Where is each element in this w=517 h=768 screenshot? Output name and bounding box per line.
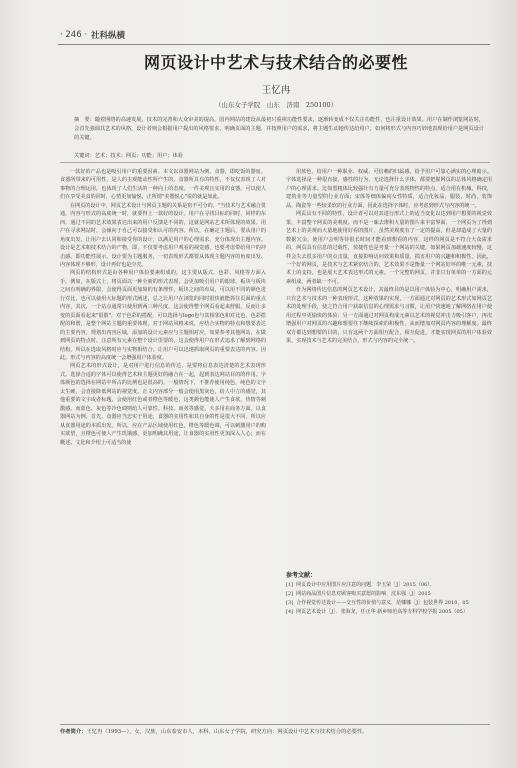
reference-text: 网页艺术设计［J］．张海龙，任正华 新乡师范高等专科学校学报 2005（05） <box>296 609 468 615</box>
paragraph: 在网页的设计中，网页艺术设计与网页主题的关系是密不可分的，"当技术与艺术融合贯通，内容与形式的高度统一时，就要得上一款好的设计。用户在寻找目标的同时，同样的东西，通过不同的艺术效果表达出来的用户反馈是不同的，这就是网站艺术所体现的效果。用户在寻求网站时，会倾向于自己可以接受和认可的内容。所以，在确定主题后，要从用户的角度出发，让用户去认同和接受你的设计，以满足用户的心理需求，充分体现出主题内容。设计是艺术和技术结合的产物，即，不仅要考虑用户观看的视觉感，也要考虑带给用户的冲击感、即功能性展示。设计要为主题服务，一切表现形式都要从体现主题内容的角度出发。内容体现不够形，设计再好也是空壳。 <box>60 202 266 268</box>
author-bio-label: 作者简介： <box>60 729 87 735</box>
reference-number: [1] <box>286 582 294 588</box>
reference-text: 网页设计中应用图片应注意的问题．李玉荣［J］2015（06）． <box>296 582 435 588</box>
left-column <box>60 168 266 720</box>
page-number: · 246 · <box>60 30 88 40</box>
paragraph: 网页具有不同的特性，设计者可以对其进行形式上的适当变化以达到用户想要的视觉效果，丰富整个网页的美观度。而不是一味去堆积大量的图片来丰富界面，一个网页为了得到艺术上的美观而大量地使用好看的图片，虽然美观度有了一定的提高，但是却造成了大量的数据冗余，使用户会明等待很长时间才能看到想看的内容，这样的网页是不符合大众需求的，网页具有信息的过载性，快捷性也是考量一个网站的关键。如果网页加载速度较慢，这样会失去很多用户的点击量，直接影响访问效果和质量，损害用户的兴趣和积极性。因此，一个好的网页，是技术与艺术紧密结合的，艺术效果不是衡量一个网站好坏的唯一元素，技术上的支持，也是展大艺术表达形式的元素。一个完整的网页，并非只有单单的一方面的元素组成，两者缺一不可。 <box>286 211 492 285</box>
author-name: 王忆冉 <box>261 85 291 96</box>
paragraph: 一款好的产品也是吸引用户的重要因素。本文以食器网站为例，食器，即吃饭的器皿。食器所带来的可用性，是人的主观能动性所产生的，食器所具有的特性，不仅仅表现了人对事物的合理运用，也体现了人们生活的一种向上的态度。一件美观且实用的食器，可以使人们在享受美食的同时，心情更加愉悦，正所谓"美器悦心"说的就是如此。 <box>60 169 266 201</box>
paragraph: 作为网络传达信息的网页艺术设计，其最终目的是以用户体验为中心，明确用户需求，只有艺术与技术的一种表现形式，这种效果的实现，一方面通过对网页的艺术形式如网页艺术的处理手段，使之符合用户获取信息的心理需求与习惯，让用户快速地了解网络在用户使用过程中更愉快的体验；另一方面通过对网页构成元素以艺术的视觉冲击力吸引客户，再次增强用户对网页的兴趣和想要往下继续探索的积极性，从而增加对网页内容的理解度。最终双方都达到想要的目的，只有这两个方面相互配合，相互促进，才能实现网页的用户体验效果，实现技术与艺术的完美结合，形式与内容的完全统一。 <box>286 287 492 345</box>
footer-divider <box>60 724 490 725</box>
reference-item <box>286 590 492 598</box>
paragraph: 网页的结构形式是由各种用户体验要素组成的，这主要从版式、色彩、风格等方面入手。例如，在版式上，将页面以一种全新的形式表现，会更加吸引用户的眼球。板块与板块之间有明确的界限，会使得页面更加简约有条理性，板块之间的布局，可以用不同的颜色进行对比，也可以使用大标题的形式阐述，总之让用户在浏览的同时很快就能抓住页面的重点内容，其次，一个站点通常只使用到两三种尺度，这会使得整个网页看起来舒服，反而让多变的页面看起来"很散"，对于色彩的搭配，可以选择与logo色与其相邻色和对比色，色彩搭配的和谐，是整个网站主题的重要体现。对于网站风格来说，应结合实物的特点和想要表达的主要内容，规划出内容区域，添加的设计元素应与主题相对应。如果参考其他网站，在做到网页的特点时，注意所有元素在整个设计里要的，这会使得用户在形式追求了解到网络的结构，所以在选取风格时应与实物相结合。让用户可以迅速抓取网页的重要表达的内容。因此，形式与内容的高度统一会增强用户体验度。 <box>60 270 266 361</box>
reference-item <box>286 608 492 616</box>
references <box>286 570 492 617</box>
author-affiliation: （山东女子学院 山东 济南 250100） <box>214 101 338 109</box>
reference-item <box>286 581 492 589</box>
reference-number: [3] <box>286 600 294 606</box>
reference-text: 合作视觉传达设计——交互性的价值与意义．范娜娜［J］包装世界 2010，05 <box>296 600 469 606</box>
header-divider <box>58 44 490 45</box>
article-title: 网页设计中艺术与技术结合的必要性 <box>143 53 408 72</box>
keywords: 关键词：艺术；技术；网页；功能；用户；体验 <box>74 153 183 159</box>
author-bio <box>60 728 492 736</box>
abstract-divider <box>60 162 490 163</box>
author-bio-text: 王忆冉（1993—），女，汉族，山东泰安市人，本科，山东女子学院，研究方向：网页设计中艺术与技术结合的必要性。 <box>86 729 368 735</box>
references-heading: 参考文献： <box>286 572 317 579</box>
abstract: 摘 要：随着网络的高速发展，技术的完善和大众审美的提高，国内网站的建设从最初只重视功能性要求，逐渐转变成不仅关注功能性，也注重设计效果。用户在制作浏览网站时，会首先强调其艺术的风格，设计者则会根据用户提出的风格要求，明确页面的主题，并按照用户的需求，将主题生动地传达给用户，如何将形式与内容巧妙地表现给用户是网页设计的关键。 <box>74 117 484 142</box>
reference-number: [4] <box>286 609 294 615</box>
reference-text: 网站商品图片信息对顾客购买意愿的影响．沈东强［J］2015 <box>296 591 431 597</box>
paragraph: 用蓝色，给用户一种职业、权威、可信赖的归属感，给予用户可靠心满实的心理暗示。字体选择是一种很直接、感性的行为，无论选择什么字体，都要把握网页的总体风格确定用户的心理需求。比如黑粗体比较强壮有力量可充分表现物性的特点，适合用在机械、科技，建筑业等力量型的行业方面；宋体等细体偏向女性特质，适合化妆品，服装，时尚，装饰品，陶瓷等一些较柔软的行业方面，因此在选择字体时，应考虑到形式与内容的统一。 <box>286 169 492 209</box>
right-column <box>286 168 492 568</box>
reference-number: [2] <box>286 591 294 597</box>
running-header <box>60 26 125 44</box>
paragraph: 网页艺术的形式设计，是对用户进行信息的传达，是要将信息表达清楚的艺术表现形式。选择合适的字体可以使得艺术和主题更好的融合在一起，起到表达网站目的的作用。字体颜色的选择在网站中所占的比例也是很高的。一般情况下，不推荐使用纯色，纯色的文字太生硬，会直接降低网站的视觉度。正文内容部分一般会使用黑灰色，给人中立的感觉，其他重要的文字或者标题，会使用红色或者橙色等暖色，这类颜色能使人产生食欲，热情等刺激感。而蓝色、灰色等冷色调则给人可靠性、科技、商务等感觉，大多用在商务方面。以食器网站为例，首先，食器应当忠实于用途，食器的实用性和其自身的性是很大不同，所以应从食器用途的本质出发。所以，应在产品区域使用红色，橙色等暖色调，可以刺激用户的购买欲望，且橙色可使人产生饥饿感，更加明确其用途，让食器的实用性更加深入人心；而在概述、文化和介绍上可适当的使 <box>60 363 266 446</box>
reference-item <box>286 599 492 607</box>
journal-section: 社科纵横 <box>91 31 126 41</box>
